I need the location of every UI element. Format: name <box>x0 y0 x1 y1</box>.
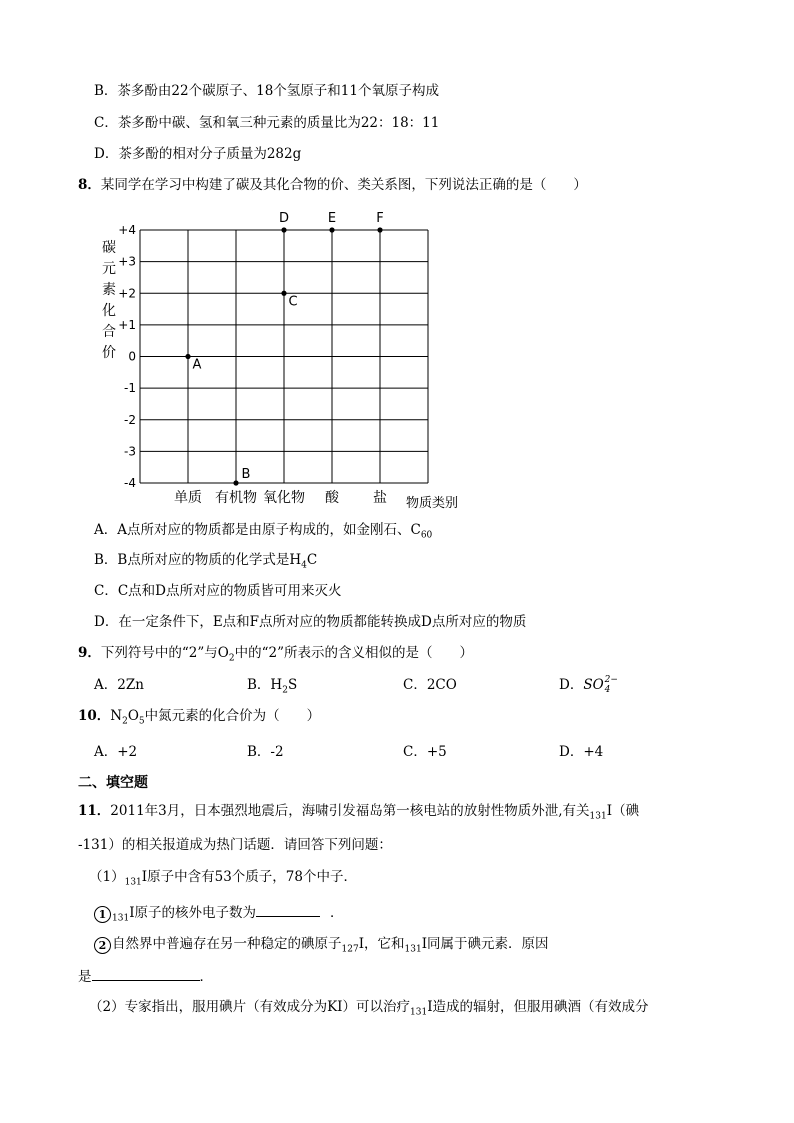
chart-point-A <box>185 354 190 359</box>
q11-part1 <box>89 868 357 886</box>
q11-part1-b: I原子中含有53个质子，78个中子． <box>141 869 357 885</box>
q9-option-b-sub: 2 <box>282 685 288 696</box>
y-axis-label-char: 化 <box>102 303 116 319</box>
q10-stem-b: O <box>127 708 139 724</box>
chart-point-label: B <box>241 467 251 482</box>
q7-option-c: C．茶多酚中碳、氢和氧三种元素的质量比为22：18：11 <box>94 115 440 131</box>
q11-line1-b: I（碘 <box>606 803 640 819</box>
q11-sub2-b: I，它和 <box>358 936 405 952</box>
circled-number-2: 2 <box>94 937 111 954</box>
chart-point-label: C <box>288 294 298 310</box>
answer-blank-electrons[interactable] <box>256 903 320 917</box>
y-axis-label-char: 元 <box>102 261 116 277</box>
x-tick-label: 单质 <box>174 490 202 506</box>
chart-point-label: A <box>192 357 202 373</box>
q7-option-b: B．茶多酚由22个碳原子、18个氢原子和11个氧原子构成 <box>94 83 439 99</box>
q7-option-d: D．茶多酚的相对分子质量为282g <box>94 146 302 162</box>
q10-option-d: D．+4 <box>559 744 604 760</box>
q9-option-a: A．2Zn <box>94 677 144 693</box>
x-tick-label: 酸 <box>325 490 339 506</box>
q8-number: 8． <box>78 177 101 193</box>
chart-y-ticks <box>118 223 136 490</box>
q11-line1 <box>78 802 639 820</box>
q11-sub1-iso: 131 <box>112 913 130 924</box>
q10-option-a: A．+2 <box>94 744 138 760</box>
q10-stem-sub2: 5 <box>138 716 145 727</box>
chart-point-F <box>377 227 382 232</box>
q9-option-b-b: S <box>287 677 298 693</box>
q11-sub2-a: 自然界中普遍存在另一种稳定的碘原子 <box>112 936 342 952</box>
chart-point-E <box>329 227 334 232</box>
answer-blank-reason[interactable] <box>92 967 200 981</box>
q9-option-c: C．2CO <box>403 677 457 693</box>
chart-y-axis-label <box>102 240 116 361</box>
chart-grid <box>140 230 428 483</box>
q11-part1-a: （1） <box>89 869 125 885</box>
q10-stem-a: N <box>110 708 123 724</box>
y-tick-label: +1 <box>118 317 136 332</box>
q11-part2-iso: 131 <box>410 1007 428 1018</box>
q8-option-b-text: B．B点所对应的物质的化学式是H <box>94 552 302 568</box>
q10-stem-sub1: 2 <box>122 716 128 727</box>
y-tick-label: -2 <box>124 412 136 427</box>
chart-x-axis-label: 物质类别 <box>406 496 459 510</box>
q10-options <box>0 743 794 761</box>
q10-stem <box>78 707 320 725</box>
q10-option-b: B．-2 <box>247 744 284 760</box>
chart-point-C <box>281 291 286 296</box>
q11-part2-a: （2）专家指出，服用碘片（有效成分为KI）可以治疗 <box>89 999 411 1015</box>
y-tick-label: +2 <box>118 286 136 301</box>
chart-point-B <box>233 480 238 485</box>
y-tick-label: -4 <box>124 476 136 490</box>
q9-options <box>0 676 794 694</box>
y-axis-label-char: 素 <box>102 282 116 298</box>
chart-points <box>185 211 383 486</box>
q11-part2-b: I造成的辐射，但服用碘酒（有效成分 <box>427 999 649 1015</box>
q8-option-a-sub: 60 <box>420 530 433 541</box>
q9-option-d-script <box>604 675 618 695</box>
q8-option-b-tail: C <box>306 552 318 568</box>
q8-option-d: D．在一定条件下，E点和F点所对应的物质都能转换成D点所对应的物质 <box>94 614 527 630</box>
q11-part2 <box>89 998 649 1016</box>
q9-option-b-a: B．H <box>247 677 283 693</box>
x-tick-label: 有机物 <box>215 490 257 506</box>
y-tick-label: +4 <box>118 223 136 237</box>
q9-number: 9． <box>78 645 101 661</box>
q11-sub1 <box>94 903 344 923</box>
y-axis-label-char: 碳 <box>102 240 116 256</box>
q9-stem-b: 中的“2”所表示的含义相似的是（ ） <box>234 645 474 661</box>
q9-stem-sub: 2 <box>228 653 235 664</box>
q11-sub2-line2-end: ． <box>199 969 213 985</box>
q9-option-d <box>559 676 618 694</box>
chart-x-ticks <box>174 489 387 506</box>
q8-option-b <box>94 551 317 569</box>
q9-option-d-a: D． <box>559 677 584 693</box>
q11-sub2-iso127: 127 <box>341 944 359 955</box>
y-axis-label-char: 合 <box>102 324 116 340</box>
q9-stem-a: 下列符号中的“2”与O <box>100 645 229 661</box>
q11-sub2 <box>94 935 549 954</box>
q10-number: 10． <box>78 708 111 724</box>
q9-option-b <box>247 676 297 694</box>
q9-option-d-sub: 4 <box>604 685 611 695</box>
q8-stem-text: 某同学在学习中构建了碳及其化合物的价、类关系图，下列说法正确的是（ ） <box>100 177 587 193</box>
q8-option-a-text: A．A点所对应的物质都是由原子构成的，如金刚石、C <box>94 522 421 538</box>
q8-option-b-sub: 4 <box>301 560 307 571</box>
q11-number: 11． <box>78 803 111 819</box>
q9-option-d-sup: 2− <box>604 675 618 685</box>
section-title: 二、填空题 <box>78 775 148 791</box>
x-tick-label: 氧化物 <box>263 490 305 506</box>
q11-sub2-line2-text: 是 <box>78 969 92 985</box>
chart-point-label: E <box>327 211 337 226</box>
q11-sub1-end: ． <box>330 905 344 921</box>
q8-option-c: C．C点和D点所对应的物质皆可用来灭火 <box>94 583 342 599</box>
q11-sub2-iso131: 131 <box>404 944 422 955</box>
q11-part1-iso: 131 <box>124 877 142 888</box>
q11-sub2-line2 <box>78 967 213 986</box>
x-tick-label: 盐 <box>373 490 387 506</box>
q8-option-a <box>94 521 432 539</box>
q11-iso-131: 131 <box>589 811 607 822</box>
q11-line2: -131）的相关报道成为热门话题．请回答下列问题： <box>78 837 392 853</box>
y-tick-label: -1 <box>124 381 136 396</box>
chart-point-label: D <box>278 211 290 226</box>
q9-stem <box>78 644 473 662</box>
y-tick-label: 0 <box>128 349 136 364</box>
y-tick-label: -3 <box>124 444 136 459</box>
q10-stem-c: 中氮元素的化合价为（ ） <box>144 708 321 724</box>
q10-option-c: C．+5 <box>403 744 447 760</box>
valence-category-chart <box>92 205 492 510</box>
q11-sub2-c: I同属于碘元素．原因 <box>421 936 549 952</box>
y-tick-label: +3 <box>118 254 136 269</box>
q11-sub1-text: I原子的核外电子数为 <box>129 905 257 921</box>
circled-number-1: 1 <box>94 906 111 923</box>
q11-line1-a: 2011年3月，日本强烈地震后，海啸引发福岛第一核电站的放射性物质外泄,有关 <box>110 803 590 819</box>
q9-option-d-ion: SO <box>583 677 604 693</box>
q8-stem <box>78 176 587 194</box>
y-axis-label-char: 价 <box>102 345 116 361</box>
chart-point-D <box>281 227 286 232</box>
chart-point-label: F <box>376 211 384 226</box>
